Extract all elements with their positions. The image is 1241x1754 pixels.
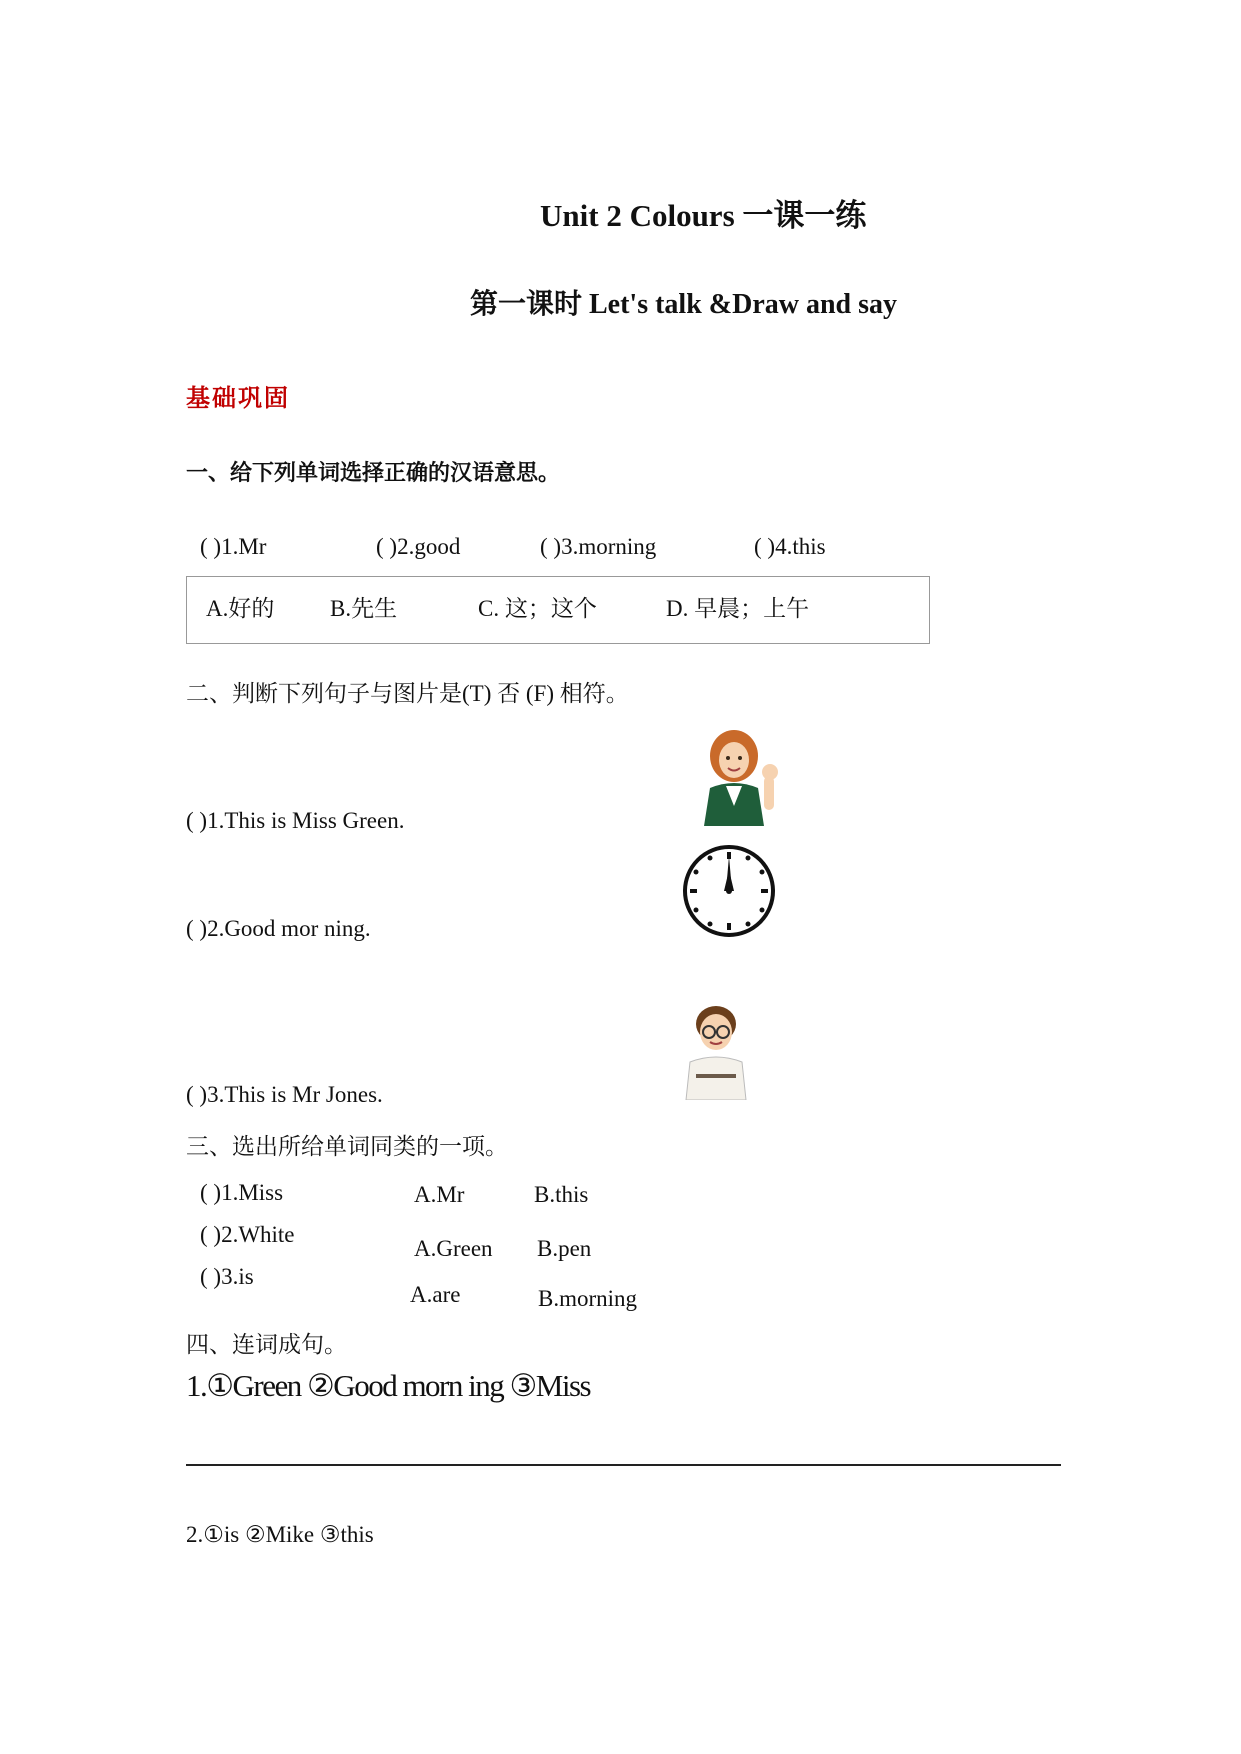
q3-option-b: B.morning (538, 1286, 638, 1311)
q2-item: ( )1.This is Miss Green. (186, 808, 405, 833)
q1-item: ( )2.good (376, 534, 461, 559)
section-basic-label: 基础巩固 (186, 386, 290, 412)
q3-option-b: B.this (534, 1182, 589, 1207)
q1-option: D. 早晨；上午 (666, 596, 810, 621)
q4-item: 1.①Green ②Good morn ing ③Miss (186, 1368, 591, 1403)
q4-heading: 四、连词成句。 (186, 1332, 347, 1357)
answer-line (186, 1464, 1061, 1466)
q3-question: ( )2.White (200, 1222, 295, 1247)
q2-heading: 二、判断下列句子与图片是(T) 否 (F) 相符。 (186, 681, 629, 706)
q3-option-a: A.Mr (414, 1182, 465, 1207)
q2-item: ( )2.Good mor ning. (186, 916, 371, 941)
q1-item: ( )3.morning (540, 534, 657, 559)
q3-heading: 三、选出所给单词同类的一项。 (186, 1134, 508, 1159)
q1-heading: 一、给下列单词选择正确的汉语意思。 (186, 461, 561, 486)
q1-option: A.好的 (206, 596, 275, 621)
miss-green-waving-icon (690, 726, 786, 826)
q2-item: ( )3.This is Mr Jones. (186, 1082, 383, 1107)
q3-option-a: A.are (410, 1282, 461, 1307)
q3-option-a: A.Green (414, 1236, 493, 1261)
q3-question: ( )1.Miss (200, 1180, 284, 1205)
q1-item: ( )1.Mr (200, 534, 267, 559)
page-title: Unit 2 Colours 一课一练 (540, 198, 867, 233)
q1-item: ( )4.this (754, 534, 826, 559)
mr-jones-glasses-icon (680, 1002, 752, 1100)
clock-icon (682, 844, 776, 938)
lesson-subtitle: 第一课时 Let's talk &Draw and say (470, 289, 898, 320)
q1-option: B.先生 (330, 596, 398, 621)
q4-item: 2.①is ②Mike ③this (186, 1522, 374, 1547)
q3-option-b: B.pen (537, 1236, 592, 1261)
q3-question: ( )3.is (200, 1264, 254, 1289)
q1-option: C. 这；这个 (478, 596, 597, 621)
